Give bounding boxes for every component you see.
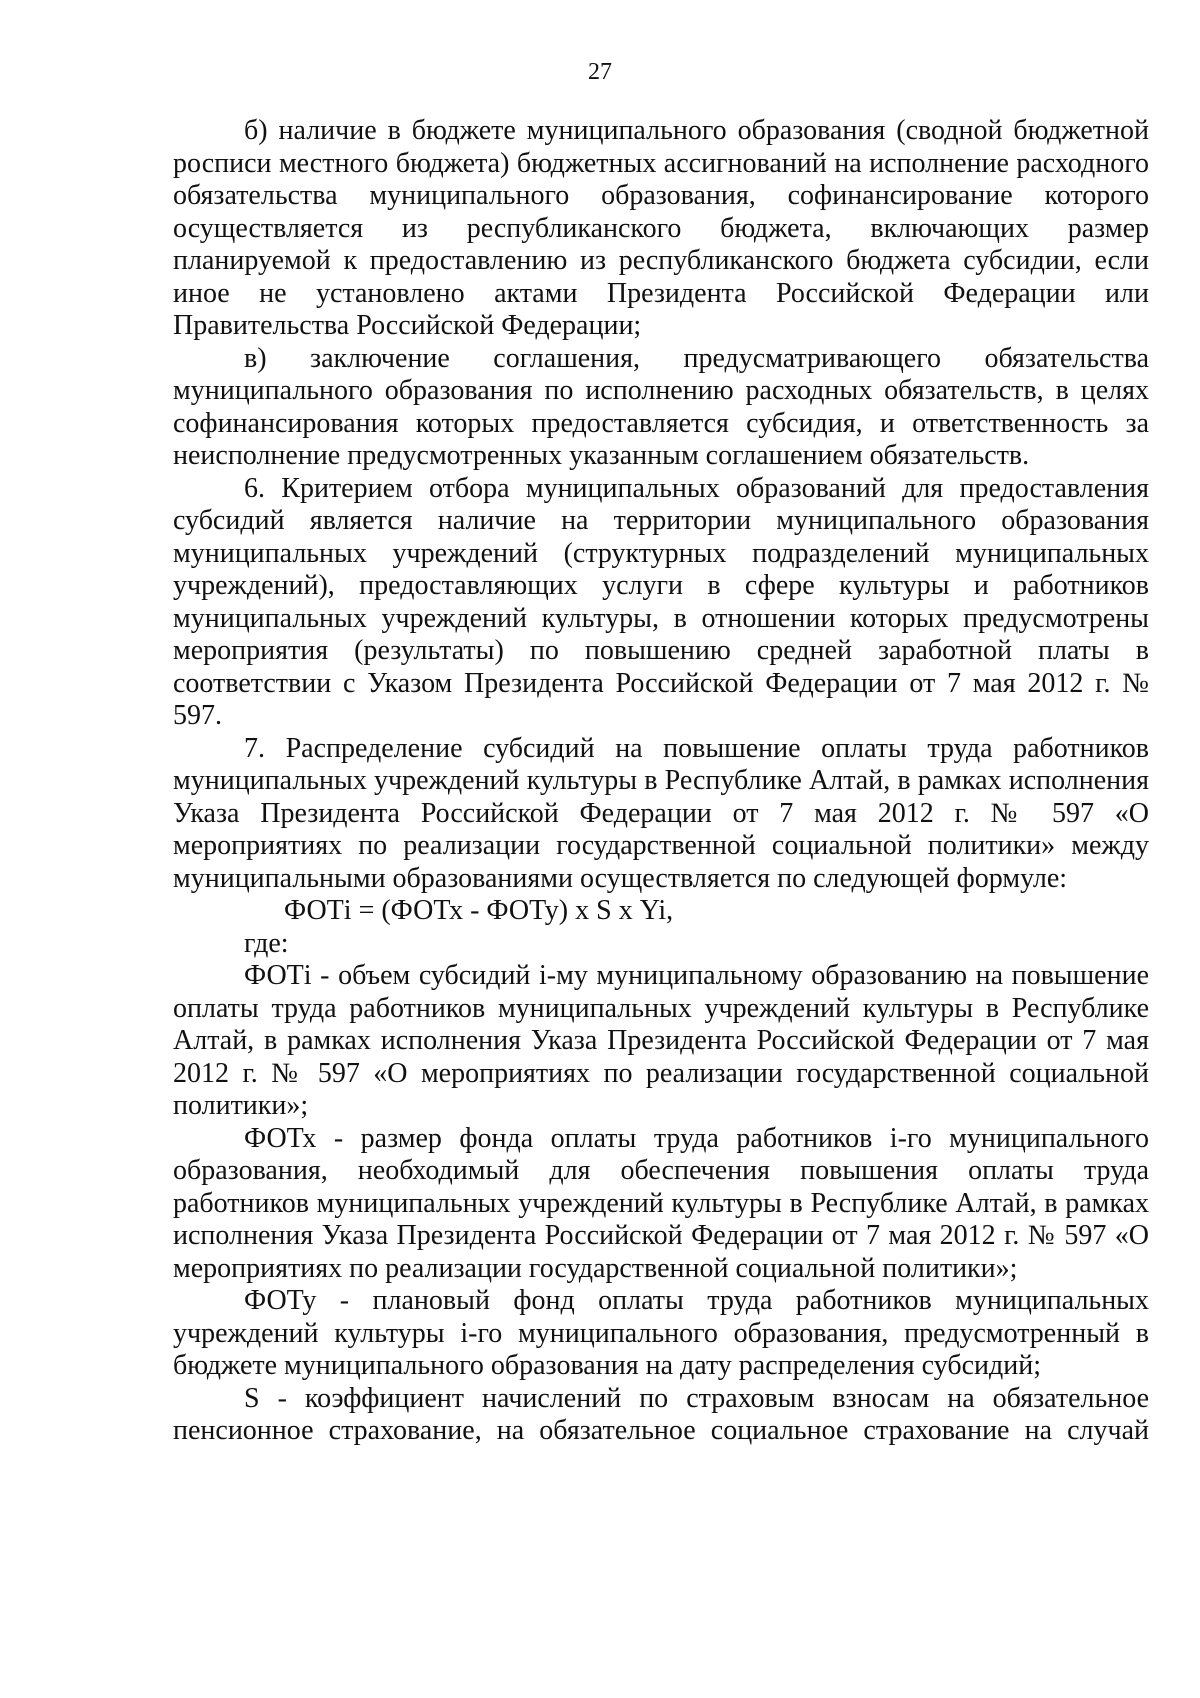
- paragraph-v: в) заключение соглашения, предусматривающего обязательства муниципального образования по исполнению расходных обязательств, в целях софинансирования которых предоставляется субсидия, и ответственность за неисполнение предусмотренных указанным соглашением обязательств.: [173, 342, 1149, 471]
- page-number: 27: [588, 59, 612, 85]
- document-body: [173, 115, 1149, 1448]
- definition-fot-i: ФОТi - объем субсидий i-му муниципальному образованию на повышение оплаты труда работников муниципальных учреждений культуры в Республике Алтай, в рамках исполнения Указа Президента Российской Федерации от 7 мая 2012 г. № 597 «О мероприятиях по реализации государственной социальной политики»;: [173, 960, 1149, 1121]
- definition-fot-x: ФОТх - размер фонда оплаты труда работников i-го муниципального образования, необходимый для обеспечения повышения оплаты труда работников муниципальных учреждений культуры в Республике Алтай, в рамках исполнения Указа Президента Российской Федерации от 7 мая 2012 г. № 597 «О мероприятиях по реализации государственной социальной политики»;: [173, 1122, 1149, 1284]
- paragraph-7: 7. Распределение субсидий на повышение оплаты труда работников муниципальных учреждений культуры в Республике Алтай, в рамках исполнения Указа Президента Российской Федерации от 7 мая 2012 г. № 597 «О мероприятиях по реализации государственной социальной политики» между муниципальными образованиями осуществляется по следующей формуле:: [173, 732, 1149, 894]
- definition-s: S - коэффициент начислений по страховым взносам на обязательное пенсионное страхование, на обязательное социальное страхование на случай: [173, 1382, 1149, 1446]
- paragraph-b: б) наличие в бюджете муниципального образования (сводной бюджетной росписи местного бюджета) бюджетных ассигнований на исполнение расходного обязательства муниципального образования, софинансирование которого осуществляется из республиканского бюджета, включающих размер планируемой к предоставлению из республиканского бюджета субсидии, если иное не установлено актами Президента Российской Федерации или Правительства Российской Федерации;: [173, 115, 1149, 341]
- where-label: где:: [244, 927, 289, 959]
- definition-fot-y: ФОТу - плановый фонд оплаты труда работников муниципальных учреждений культуры i-го муниципального образования, предусмотренный в бюджете муниципального образования на дату распределения субсидий;: [173, 1285, 1149, 1381]
- formula: ФОТi = (ФОТх - ФОТу) х S х Yi,: [284, 895, 674, 926]
- paragraph-6: 6. Критерием отбора муниципальных образований для предоставления субсидий является наличие на территории муниципального образования муниципальных учреждений (структурных подразделений муниципальных учреждений), предоставляющих услуги в сфере культуры и работников муниципальных учреждений культуры, в отношении которых предусмотрены мероприятия (результаты) по повышению средней заработной платы в соответствии с Указом Президента Российской Федерации от 7 мая 2012 г. № 597.: [173, 472, 1149, 731]
